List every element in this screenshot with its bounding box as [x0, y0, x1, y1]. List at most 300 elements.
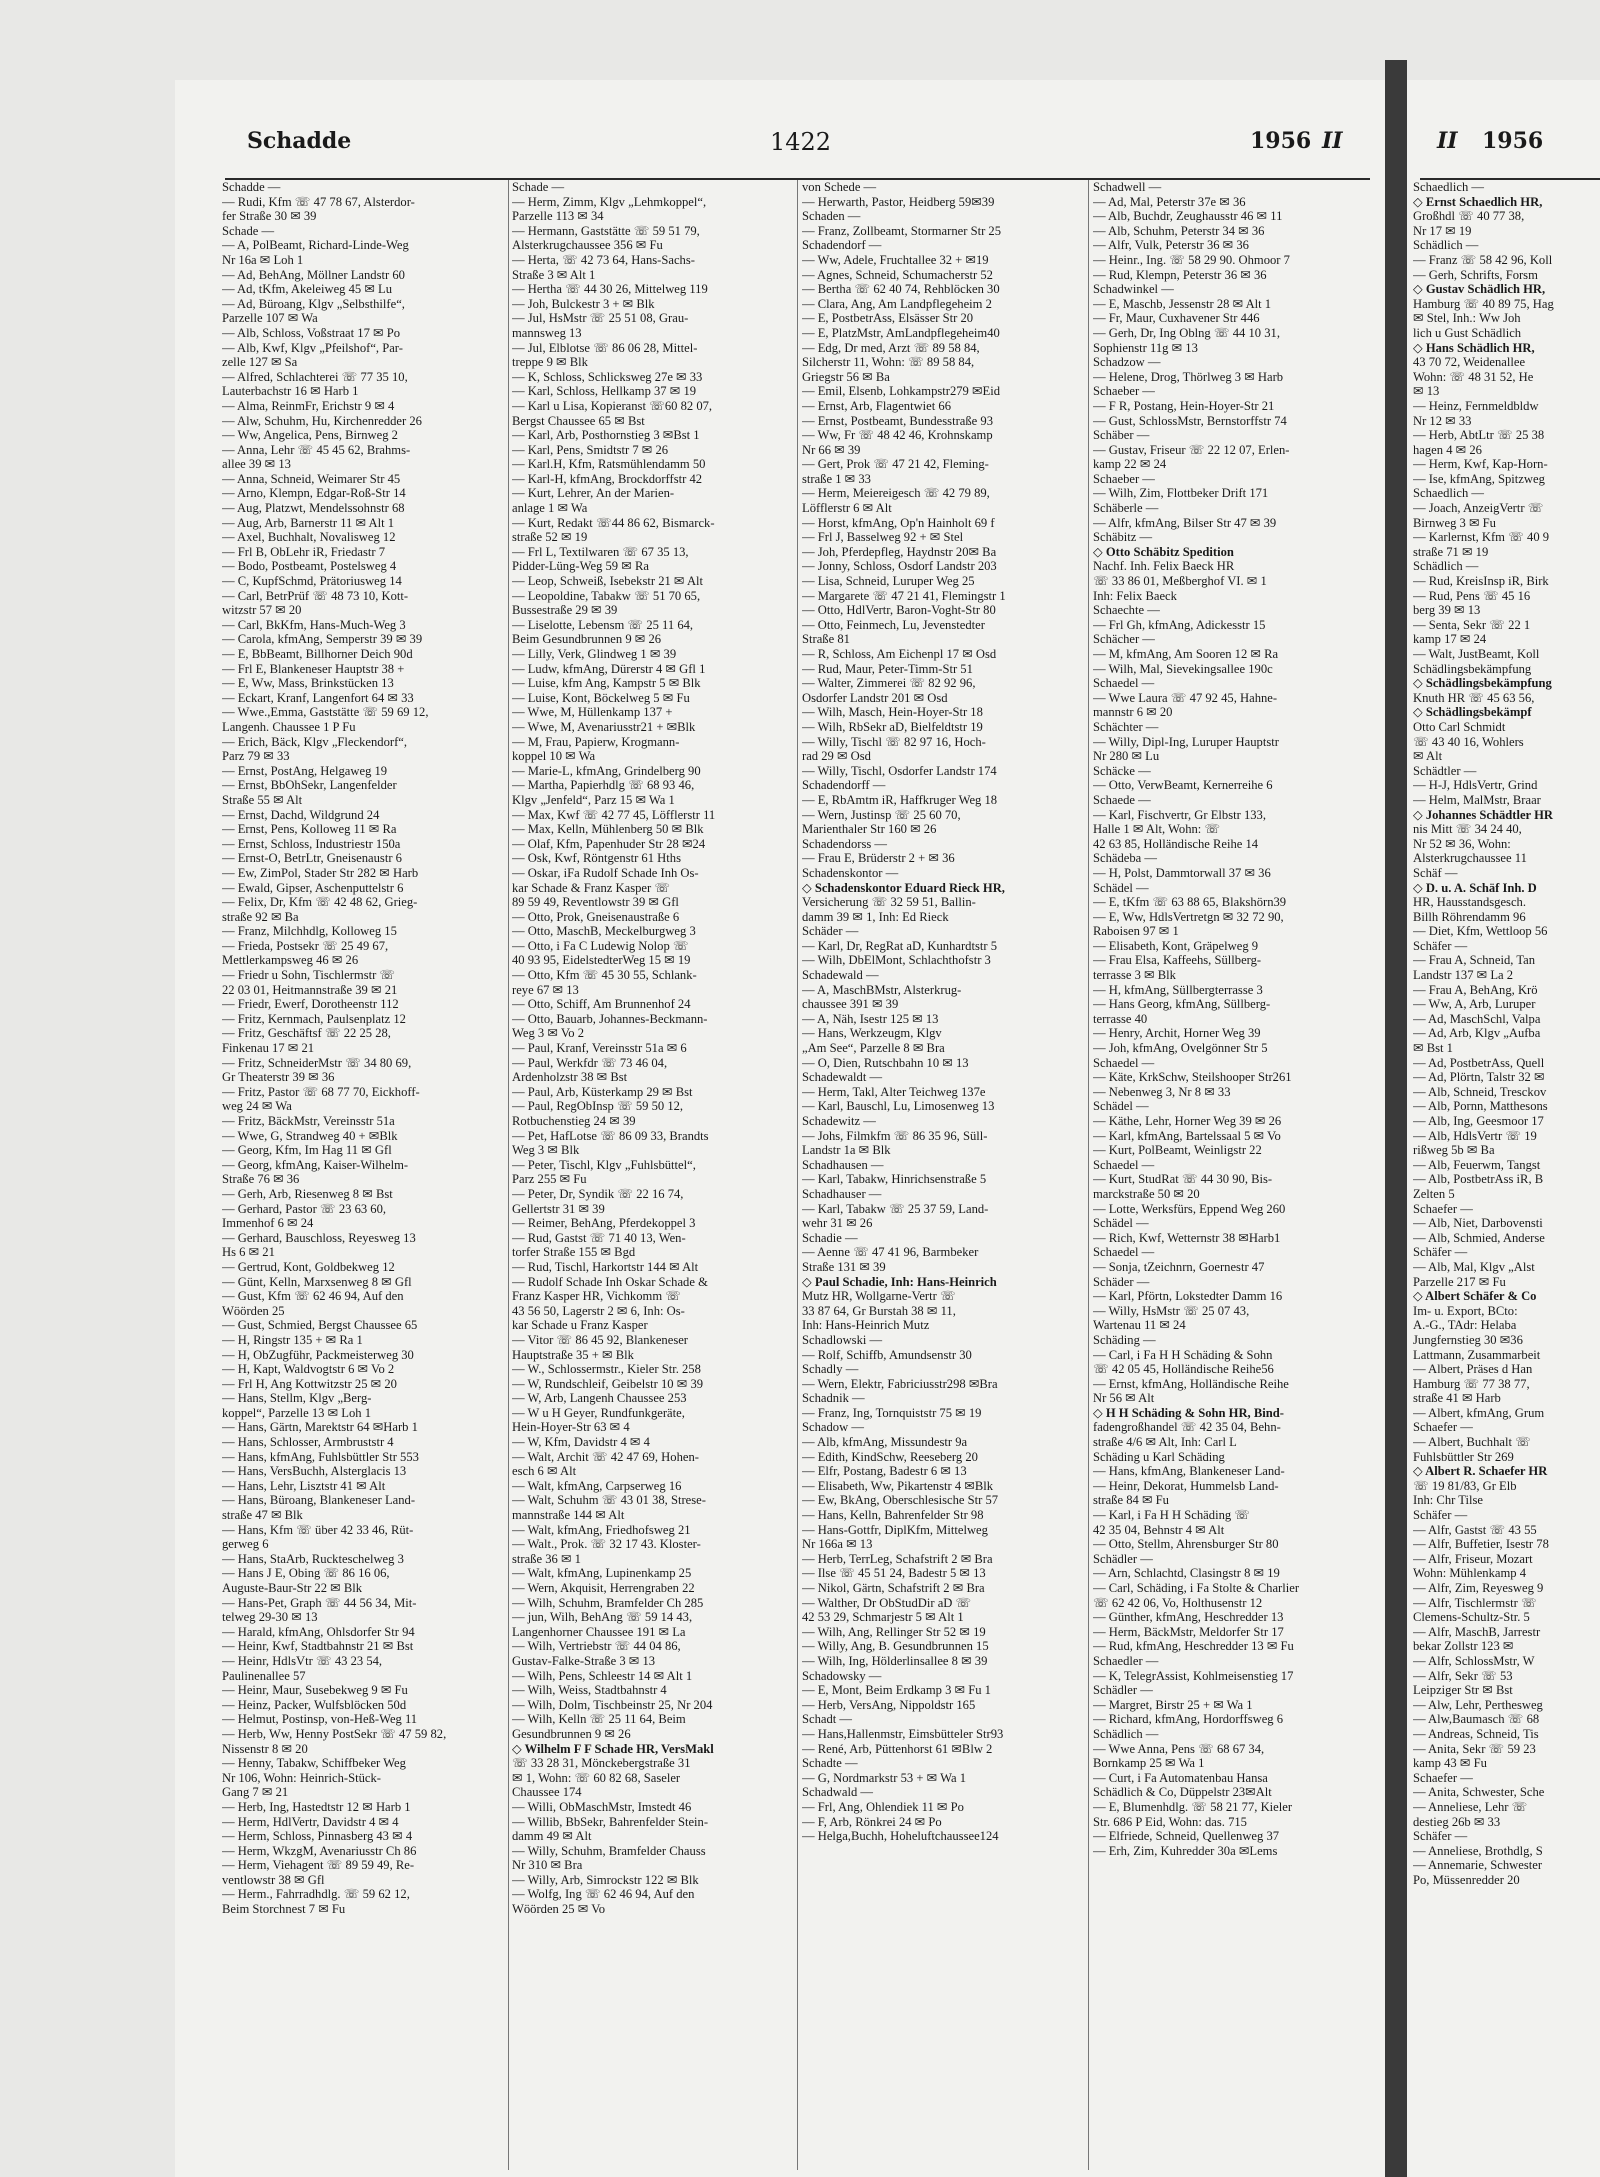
directory-entry-line: Chaussee 174: [512, 1785, 582, 1800]
directory-entry-line: — Frau Elsa, Kaffeehs, Süllberg-: [1093, 953, 1262, 968]
directory-entry-line: — Heinr, Maur, Susebekweg 9 ✉ Fu: [222, 1683, 408, 1698]
directory-entry-line: damm 49 ✉ Alt: [512, 1829, 592, 1844]
directory-entry-line: Schäf —: [1413, 865, 1458, 880]
directory-entry-line: — Alb, Pornn, Matthesons: [1413, 1099, 1548, 1114]
directory-entry-line: Schäfer —: [1413, 1508, 1468, 1523]
directory-entry-line: treppe 9 ✉ Blk: [512, 355, 588, 370]
directory-entry-line: — Fritz, BäckMstr, Vereinsstr 51a: [222, 1114, 395, 1128]
directory-entry-line: Franz Kasper HR, Vichkomm ☏: [512, 1289, 682, 1304]
directory-entry-line: — Hans-Gottfr, DiplKfm, Mittelweg: [802, 1522, 988, 1537]
directory-entry-line: — E, BbBeamt, Billhorner Deich 90d: [222, 647, 413, 661]
directory-entry-line: Hamburg ☏ 40 89 75, Hag: [1413, 296, 1554, 311]
directory-entry-line: HR, Hausstandsgesch.: [1413, 895, 1526, 910]
directory-entry-line: — Gerh, Arb, Riesenweg 8 ✉ Bst: [222, 1186, 393, 1201]
directory-entry-line: Schadnik —: [802, 1391, 865, 1406]
directory-entry-line: Parz 255 ✉ Fu: [512, 1172, 587, 1187]
directory-entry-line: — Käte, KrkSchw, Steilshooper Str261: [1093, 1070, 1292, 1085]
directory-entry-line: — Herm, WkzgM, Avenariusstr Ch 86: [222, 1843, 417, 1858]
directory-entry-line: 22 03 01, Heitmannstraße 39 ✉ 21: [222, 982, 398, 997]
directory-entry-line: mannsweg 13: [512, 325, 582, 340]
directory-entry-line: Straße 3 ✉ Alt 1: [512, 267, 596, 282]
directory-entry-line: — Anita, Sekr ☏ 59 23: [1413, 1741, 1536, 1756]
directory-entry-line: — Hans, Schlosser, Armbruststr 4: [222, 1435, 394, 1450]
directory-entry-line: — Wwe.,Emma, Gaststätte ☏ 59 69 12,: [222, 705, 429, 720]
directory-entry-line: Schadendorf —: [802, 238, 882, 253]
directory-entry-line: — Margret, Birstr 25 + ✉ Wa 1: [1093, 1697, 1253, 1712]
directory-entry-line: — Herm, Takl, Alter Teichweg 137e: [802, 1084, 986, 1099]
directory-entry-line: Alsterkrugchaussee 356 ✉ Fu: [512, 238, 663, 253]
directory-entry-line: — Kurt, Lehrer, An der Marien-: [512, 486, 675, 501]
directory-entry-line: — Alw,Baumasch ☏ 68: [1413, 1712, 1540, 1727]
directory-entry-line: — H, Polst, Dammtorwall 37 ✉ 36: [1093, 865, 1271, 880]
directory-entry-line: — Heinz, Fernmeldbldw: [1413, 398, 1539, 413]
directory-entry-line: — Kurt, PolBeamt, Weinligstr 22: [1093, 1143, 1262, 1158]
directory-entry-line: — E, Maschb, Jessenstr 28 ✉ Alt 1: [1093, 296, 1272, 311]
directory-entry-line: — Heinz, Packer, Wulfsblöcken 50d: [222, 1697, 407, 1712]
directory-entry-line: — Herb, TerrLeg, Schafstrift 2 ✉ Bra: [802, 1551, 993, 1566]
directory-entry-line: — Otto, HdlVertr, Baron-Voght-Str 80: [802, 603, 996, 618]
directory-entry-line: Birnweg 3 ✉ Fu: [1413, 515, 1496, 530]
directory-entry-line: Fuhlsbüttler Str 269: [1413, 1449, 1514, 1464]
directory-entry-line: — Johs, Filmkfm ☏ 86 35 96, Süll-: [802, 1128, 988, 1143]
directory-entry-line: allee 39 ✉ 13: [222, 457, 291, 472]
directory-entry-line: Finkenau 17 ✉ 21: [222, 1041, 315, 1056]
directory-entry-line: — Hans Georg, kfmAng, Süllberg-: [1093, 997, 1271, 1012]
directory-entry-line: — Reimer, BehAng, Pferdekoppel 3: [512, 1216, 696, 1231]
directory-entry-line: — Luise, Kont, Böckelweg 5 ✉ Fu: [512, 690, 690, 705]
directory-entry-line: — Günther, kfmAng, Heschredder 13: [1093, 1610, 1284, 1625]
directory-entry-line: Langenhorner Chaussee 191 ✉ La: [512, 1624, 686, 1639]
directory-entry-line: Schadow —: [802, 1420, 864, 1435]
directory-entry-line: — Gerhard, Pastor ☏ 23 63 60,: [222, 1201, 387, 1216]
directory-entry-line: Griegstr 56 ✉ Ba: [802, 369, 890, 384]
directory-entry-line: — M, Frau, Papierw, Krogmann-: [512, 734, 680, 749]
directory-entry-line: Schädlich —: [1413, 238, 1479, 253]
directory-entry-line: Schaefer —: [1413, 1201, 1473, 1216]
directory-entry-line: Wöörden 25: [222, 1303, 285, 1318]
directory-entry-line: — Elisabeth, Ww, Pikartenstr 4 ✉Blk: [802, 1478, 994, 1493]
directory-entry-line: — W, Arb, Langenh Chaussee 253: [512, 1391, 687, 1406]
directory-entry-line: — Franz, Zollbeamt, Stormarner Str 25: [802, 223, 1002, 238]
directory-entry-line: — Alb, Buchdr, Zeughausstr 46 ✉ 11: [1093, 209, 1283, 224]
directory-entry-line: Rotbuchenstieg 24 ✉ 39: [512, 1114, 636, 1128]
directory-entry-line: — Joh, Bulckestr 3 + ✉ Blk: [512, 296, 655, 311]
directory-entry-line: — Clara, Ang, Am Landpflegeheim 2: [802, 296, 992, 311]
directory-entry-line: Inh: Chr Tilse: [1413, 1493, 1483, 1508]
directory-entry-line: — Ernst, Dachd, Wildgrund 24: [222, 807, 380, 822]
directory-entry-line: — Leopoldine, Tabakw ☏ 51 70 65,: [512, 588, 701, 603]
directory-entry-line: Schadt —: [802, 1712, 853, 1727]
directory-entry-line: 42 63 85, Holländische Reihe 14: [1093, 836, 1259, 851]
directory-entry-line: Bornkamp 25 ✉ Wa 1: [1093, 1756, 1205, 1771]
directory-entry-line: — H, ObZugführ, Packmeisterweg 30: [222, 1347, 414, 1362]
directory-entry-line: ventlowstr 38 ✉ Gfl: [222, 1872, 325, 1887]
directory-entry-line: — K, Schloss, Schlicksweg 27e ✉ 33: [512, 369, 703, 384]
directory-entry-line: — Herm, Schloss, Pinnasberg 43 ✉ 4: [222, 1829, 413, 1844]
directory-entry-line: — W, Kfm, Davidstr 4 ✉ 4: [512, 1435, 650, 1450]
directory-entry-line: — Rud, KreisInsp iR, Birk: [1413, 574, 1549, 589]
directory-entry-line: Knuth HR ☏ 45 63 56,: [1413, 690, 1535, 705]
book-gutter: [1385, 60, 1407, 2177]
directory-entry-line: — Hans, Stellm, Klgv „Berg-: [222, 1391, 372, 1406]
directory-entry-line: — Martha, Papierhdlg ☏ 68 93 46,: [512, 778, 695, 793]
directory-entry-line: Nr 106, Wohn: Heinrich-Stück-: [222, 1770, 381, 1785]
directory-entry-line: — Margarete ☏ 47 21 41, Flemingstr 1: [802, 588, 1006, 603]
directory-entry-line: — Carola, kfmAng, Semperstr 39 ✉ 39: [222, 632, 423, 647]
directory-entry-line: Straße 55 ✉ Alt: [222, 792, 303, 807]
directory-entry-line: ☏ 33 86 01, Meßberghof VI. ✉ 1: [1093, 574, 1267, 589]
directory-entry-line: Wohn: Mühlenkamp 4: [1413, 1566, 1527, 1581]
directory-entry-line: — Gust, Schmied, Bergst Chaussee 65: [222, 1318, 418, 1333]
directory-entry-line: — Hans, VersBuchh, Alsterglacis 13: [222, 1464, 407, 1479]
directory-entry-line: Schadwinkel —: [1093, 282, 1174, 297]
directory-entry-line: — Erich, Bäck, Klgv „Fleckendorf“,: [222, 734, 407, 749]
directory-entry-line: ◇ Ernst Schaedlich HR,: [1413, 194, 1543, 209]
directory-entry-line: — Henry, Archit, Horner Weg 39: [1093, 1026, 1261, 1041]
directory-entry-line: — René, Arb, Püttenhorst 61 ✉Blw 2: [802, 1741, 993, 1756]
directory-entry-line: — Vitor ☏ 86 45 92, Blankeneser: [512, 1332, 689, 1347]
directory-entry-line: — Wwe, M, Hüllenkamp 137 +: [512, 705, 673, 720]
directory-entry-line: — A, Näh, Isestr 125 ✉ 13: [802, 1011, 939, 1026]
directory-entry-line: ◇ Schadenskontor Eduard Rieck HR,: [802, 880, 1005, 895]
directory-entry-line: — Ewald, Gipser, Aschenputtelstr 6: [222, 880, 404, 895]
directory-entry-line: Beim Gesundbrunnen 9 ✉ 26: [512, 632, 662, 647]
directory-entry-line: — Karl, Pens, Smidtstr 7 ✉ 26: [512, 442, 669, 457]
directory-entry-line: Mutz HR, Wollgarne-Vertr ☏: [802, 1289, 956, 1304]
directory-entry-line: Schäder —: [802, 924, 859, 939]
directory-entry-line: 40 93 95, EidelstedterWeg 15 ✉ 19: [512, 953, 691, 968]
directory-entry-line: Schadde —: [222, 180, 281, 194]
running-head-surname: Schadde: [247, 128, 352, 154]
directory-entry-line: — Hans, Gärtn, Marektstr 64 ✉Harb 1: [222, 1420, 418, 1435]
directory-entry-line: bekar Zollstr 123 ✉: [1413, 1639, 1514, 1654]
directory-entry-line: — Liselotte, Lebensm ☏ 25 11 64,: [512, 617, 694, 632]
directory-entry-line: Klgv „Jenfeld“, Parz 15 ✉ Wa 1: [512, 792, 675, 807]
directory-entry-line: torfer Straße 155 ✉ Bgd: [512, 1245, 636, 1260]
directory-entry-line: — Frl, Ang, Ohlendiek 11 ✉ Po: [802, 1799, 964, 1814]
directory-entry-line: wehr 31 ✉ 26: [802, 1216, 873, 1231]
directory-entry-line: nis Mitt ☏ 34 24 40,: [1413, 822, 1522, 837]
directory-entry-line: — Wern, Elektr, Fabriciusstr298 ✉Bra: [802, 1376, 998, 1391]
directory-entry-line: — Alfr, Sekr ☏ 53: [1413, 1668, 1513, 1683]
directory-entry-line: — Walt, kfmAng, Carpserweg 16: [512, 1478, 682, 1493]
directory-entry-line: Raboisen 97 ✉ 1: [1093, 924, 1179, 939]
directory-entry-line: — Karl, Arb, Posthornstieg 3 ✉Bst 1: [512, 428, 700, 443]
directory-entry-line: — Joh, kfmAng, Ovelgönner Str 5: [1093, 1041, 1268, 1056]
directory-entry-line: — Max, Kwf ☏ 42 77 45, Löfflerstr 11: [512, 807, 716, 822]
directory-entry-line: — Wilh, Pens, Schleestr 14 ✉ Alt 1: [512, 1668, 693, 1683]
directory-entry-line: Schadzow —: [1093, 355, 1161, 370]
directory-entry-line: Straße 81: [802, 632, 850, 647]
directory-entry-line: — Ww, Angelica, Pens, Birnweg 2: [222, 428, 398, 443]
directory-entry-line: — Carl, i Fa H H Schäding & Sohn: [1093, 1347, 1273, 1362]
directory-entry-line: Gesundbrunnen 9 ✉ 26: [512, 1726, 631, 1741]
directory-entry-line: — Gert, Prok ☏ 47 21 42, Fleming-: [802, 457, 989, 472]
directory-entry-line: Wöörden 25 ✉ Vo: [512, 1902, 605, 1917]
directory-entry-line: Schächter —: [1093, 719, 1159, 734]
directory-entry-line: — Ernst, Schloss, Industriestr 150a: [222, 836, 401, 851]
directory-entry-line: Schädeba —: [1093, 851, 1157, 866]
directory-entry-line: Schaede —: [1093, 792, 1151, 807]
running-head-volume-left: II: [1322, 128, 1343, 154]
directory-entry-line: — Peter, Tischl, Klgv „Fuhlsbüttel“,: [512, 1157, 696, 1172]
directory-entry-line: — Ernst, kfmAng, Holländische Reihe: [1093, 1376, 1289, 1391]
directory-entry-line: Nr 56 ✉ Alt: [1093, 1391, 1155, 1406]
directory-entry-line: Paulinenallee 57: [222, 1668, 306, 1683]
directory-entry-line: — Willy, HsMstr ☏ 25 07 43,: [1093, 1303, 1250, 1318]
directory-entry-line: Weg 3 ✉ Blk: [512, 1143, 580, 1158]
directory-entry-line: — Albert, Buchhalt ☏: [1413, 1435, 1531, 1450]
directory-entry-line: — Karl u Lisa, Kopieranst ☏60 82 07,: [512, 398, 713, 413]
directory-entry-line: Schadendorff —: [802, 778, 886, 793]
directory-entry-line: koppel“, Parzelle 13 ✉ Loh 1: [222, 1405, 372, 1420]
directory-entry-line: ✉ 13: [1413, 384, 1440, 399]
directory-entry-line: Schädel —: [1093, 1099, 1149, 1114]
directory-entry-line: — K, TelegrAssist, Kohlmeisenstieg 17: [1093, 1668, 1294, 1683]
directory-entry-line: — Frl Gh, kfmAng, Adickesstr 15: [1093, 617, 1266, 632]
directory-entry-line: — Ernst, Arb, Flagentwiet 66: [802, 398, 952, 413]
directory-entry-line: — Frl L, Textilwaren ☏ 67 35 13,: [512, 544, 689, 559]
directory-entry-line: Po, Müssenredder 20: [1413, 1872, 1520, 1887]
directory-entry-line: — Hans, Kfm ☏ über 42 33 46, Rüt-: [222, 1522, 414, 1537]
directory-entry-line: — Ew, ZimPol, Stader Str 282 ✉ Harb: [222, 865, 419, 880]
directory-entry-line: — Ernst, PostAng, Helgaweg 19: [222, 763, 388, 778]
directory-entry-line: — Luise, kfm Ang, Kampstr 5 ✉ Blk: [512, 676, 701, 691]
directory-entry-line: — Ew, BkAng, Oberschlesische Str 57: [802, 1493, 999, 1508]
directory-entry-line: — Curt, i Fa Automatenbau Hansa: [1093, 1770, 1268, 1785]
directory-entry-line: ◇ Schädlingsbekämpf: [1413, 705, 1532, 720]
directory-entry-line: Nr 166a ✉ 13: [802, 1537, 873, 1552]
directory-entry-line: straße 1 ✉ 33: [802, 471, 871, 486]
directory-entry-line: — Alfr, Tischlermstr ☏: [1413, 1595, 1537, 1610]
directory-entry-line: reye 67 ✉ 13: [512, 982, 579, 997]
directory-entry-line: — Rud, Pens ☏ 45 16: [1413, 588, 1531, 603]
directory-entry-line: — G, Nordmarkstr 53 + ✉ Wa 1: [802, 1770, 967, 1785]
directory-entry-line: — Karl, Bauschl, Lu, Limosenweg 13: [802, 1099, 995, 1114]
directory-entry-line: — Rudolf Schade Inh Oskar Schade &: [512, 1274, 708, 1289]
directory-entry-line: — Diet, Kfm, Wettloop 56: [1413, 924, 1548, 939]
directory-entry-line: Nr 12 ✉ 33: [1413, 413, 1472, 428]
directory-entry-line: Schäfer —: [1413, 1829, 1468, 1844]
directory-entry-line: — Ww, Adele, Fruchtallee 32 + ✉19: [802, 252, 989, 267]
directory-entry-line: Schädel —: [1093, 1216, 1149, 1231]
directory-entry-line: — Marie-L, kfmAng, Grindelberg 90: [512, 763, 701, 778]
directory-entry-line: straße 41 ✉ Harb: [1413, 1391, 1501, 1406]
directory-entry-line: kamp 22 ✉ 24: [1093, 457, 1167, 472]
directory-entry-line: — Walt, kfmAng, Lupinenkamp 25: [512, 1566, 692, 1581]
directory-entry-line: — Max, Kelln, Mühlenberg 50 ✉ Blk: [512, 822, 704, 837]
directory-entry-line: — Frieda, Postsekr ☏ 25 49 67,: [222, 938, 389, 953]
directory-entry-line: — Rud, kfmAng, Heschredder 13 ✉ Fu: [1093, 1639, 1294, 1654]
directory-entry-line: mannstraße 144 ✉ Alt: [512, 1508, 625, 1523]
directory-entry-line: — Friedr, Ewerf, Dorotheenstr 112: [222, 997, 399, 1012]
directory-entry-line: Versicherung ☏ 32 59 51, Ballin-: [802, 895, 976, 910]
directory-entry-line: — Arn, Schlachtd, Clasingstr 8 ✉ 19: [1093, 1566, 1280, 1581]
directory-entry-line: ☏ 33 28 31, Mönckebergstraße 31: [512, 1756, 691, 1771]
column-divider: [508, 180, 509, 2170]
directory-entry-line: — Frau A, BehAng, Krö: [1413, 982, 1538, 997]
directory-entry-line: — Alfr, SchlossMstr, W: [1413, 1653, 1535, 1668]
directory-entry-line: Clemens-Schultz-Str. 5: [1413, 1610, 1530, 1625]
directory-entry-line: — Eckart, Kranf, Langenfort 64 ✉ 33: [222, 690, 414, 705]
directory-entry-line: — Paul, Kranf, Vereinsstr 51a ✉ 6: [512, 1041, 687, 1056]
directory-entry-line: ☏ 62 42 06, Vo, Holthusenstr 12: [1093, 1595, 1263, 1610]
directory-entry-line: Silcherstr 11, Wohn: ☏ 89 58 84,: [802, 355, 975, 370]
running-head-volume-right: II: [1437, 128, 1458, 154]
directory-entry-line: 33 87 64, Gr Burstah 38 ✉ 11,: [802, 1303, 956, 1318]
directory-entry-line: — Walter, Zimmerei ☏ 82 92 96,: [802, 676, 976, 691]
directory-entry-line: — Carl, Schäding, i Fa Stolte & Charlier: [1093, 1581, 1300, 1595]
directory-entry-line: — Willy, Arb, Simrockstr 122 ✉ Blk: [512, 1872, 699, 1887]
directory-entry-line: — Karl.H, Kfm, Ratsmühlendamm 50: [512, 457, 706, 472]
directory-entry-line: — Erh, Zim, Kuhredder 30a ✉Lems: [1093, 1843, 1278, 1858]
directory-entry-line: — Alfr, Zim, Reyesweg 9: [1413, 1581, 1544, 1595]
directory-entry-line: Osdorfer Landstr 201 ✉ Osd: [802, 690, 948, 705]
directory-entry-line: — Alb, kfmAng, Missundestr 9a: [802, 1435, 968, 1450]
directory-entry-line: — Heinr., Ing. ☏ 58 29 90. Ohmoor 7: [1093, 252, 1290, 267]
directory-entry-line: — Oskar, iFa Rudolf Schade Inh Os-: [512, 865, 699, 880]
directory-entry-line: Inh: Hans-Heinrich Mutz: [802, 1318, 930, 1333]
directory-entry-line: — Gerh, Schrifts, Forsm: [1413, 267, 1538, 282]
directory-entry-line: — H, Kapt, Waldvogtstr 6 ✉ Vo 2: [222, 1362, 395, 1377]
directory-entry-line: Hein-Hoyer-Str 63 ✉ 4: [512, 1420, 630, 1435]
directory-entry-line: — Hans, Büroang, Blankeneser Land-: [222, 1493, 416, 1508]
directory-entry-line: — Wilh, Mal, Sievekingsallee 190c: [1093, 661, 1273, 676]
directory-entry-line: — Wilh, DbElMont, Schlachthofstr 3: [802, 953, 991, 968]
directory-entry-line: — Bertha ☏ 62 40 74, Rehblöcken 30: [802, 282, 1000, 297]
directory-entry-line: Schädlich & Co, Düppelstr 23✉Alt: [1093, 1785, 1272, 1800]
directory-entry-line: — Alb, Ing, Geesmoor 17: [1413, 1114, 1544, 1128]
directory-entry-line: — R, Schloss, Am Eichenpl 17 ✉ Osd: [802, 647, 997, 661]
directory-entry-line: straße 84 ✉ Fu: [1093, 1493, 1169, 1508]
directory-entry-line: Parzelle 107 ✉ Wa: [222, 311, 318, 326]
directory-entry-line: „Am See“, Parzelle 8 ✉ Bra: [802, 1041, 945, 1056]
directory-entry-line: ✉ 1, Wohn: ☏ 60 82 68, Saseler: [512, 1770, 681, 1785]
directory-entry-line: — Heinr, Kwf, Stadtbahnstr 21 ✉ Bst: [222, 1639, 414, 1654]
directory-entry-line: Nachf. Inh. Felix Baeck HR: [1093, 559, 1235, 574]
directory-entry-line: — Fritz, Geschäftsf ☏ 22 25 28,: [222, 1026, 391, 1041]
directory-entry-line: — Wwe Laura ☏ 47 92 45, Hahne-: [1093, 690, 1278, 705]
directory-entry-line: — Walther, Dr ObStudDir aD ☏: [802, 1595, 972, 1610]
directory-entry-line: — Alw, Lehr, Perthesweg: [1413, 1697, 1543, 1712]
directory-column-3: [802, 180, 1086, 2175]
directory-entry-line: — Fritz, Pastor ☏ 68 77 70, Eickhoff-: [222, 1084, 420, 1099]
directory-entry-line: — Frl J, Basselweg 92 + ✉ Stel: [802, 530, 964, 545]
directory-entry-line: Schaeber —: [1093, 384, 1155, 399]
directory-entry-line: — Anneliese, Brothdlg, S: [1413, 1843, 1543, 1858]
directory-entry-line: — E, PostbetrAss, Elsässer Str 20: [802, 311, 974, 326]
directory-entry-line: Löfflerstr 6 ✉ Alt: [802, 501, 892, 516]
directory-entry-line: Bergst Chaussee 65 ✉ Bst: [512, 413, 645, 428]
directory-entry-line: Hauptstraße 35 + ✉ Blk: [512, 1347, 634, 1362]
directory-entry-line: — Hans,Hallenmstr, Eimsbütteler Str93: [802, 1726, 1004, 1741]
directory-entry-line: Schadte —: [802, 1756, 858, 1771]
directory-entry-line: Weg 3 ✉ Vo 2: [512, 1026, 585, 1041]
directory-entry-line: Schaedel —: [1093, 1055, 1155, 1070]
directory-entry-line: ☏ 43 40 16, Wohlers: [1413, 734, 1524, 749]
directory-entry-line: kamp 17 ✉ 24: [1413, 632, 1487, 647]
directory-entry-line: — Alb, Niet, Darbovensti: [1413, 1216, 1543, 1231]
directory-entry-line: — Anneliese, Lehr ☏: [1413, 1799, 1528, 1814]
directory-entry-line: — Franz ☏ 58 42 96, Koll: [1413, 252, 1553, 267]
directory-entry-line: Straße 131 ✉ 39: [802, 1259, 886, 1274]
directory-entry-line: — Anna, Lehr ☏ 45 45 62, Brahms-: [222, 442, 411, 457]
directory-entry-line: — Herb, Ing, Hastedtstr 12 ✉ Harb 1: [222, 1799, 411, 1814]
directory-entry-line: Schade —: [512, 180, 565, 194]
directory-entry-line: Nr 66 ✉ 39: [802, 442, 861, 457]
directory-entry-line: — Helm, MalMstr, Braar: [1413, 792, 1541, 807]
directory-entry-line: — Wilh, Kelln ☏ 25 11 64, Beim: [512, 1712, 686, 1727]
directory-entry-line: — Ise, kfmAng, Spitzweg: [1413, 471, 1545, 486]
directory-entry-line: — Rud, Tischl, Harkortstr 144 ✉ Alt: [512, 1259, 699, 1274]
directory-entry-line: — O, Dien, Rutschbahn 10 ✉ 13: [802, 1055, 969, 1070]
directory-entry-line: Schädler —: [1093, 1683, 1153, 1698]
directory-entry-line: — Alb, Schneid, Tresckov: [1413, 1084, 1547, 1099]
directory-entry-line: — Karl, Tabakw ☏ 25 37 59, Land-: [802, 1201, 989, 1216]
directory-entry-line: — Anna, Schneid, Weimarer Str 45: [222, 471, 401, 486]
directory-entry-line: Schädlich —: [1413, 559, 1479, 574]
directory-entry-line: Schäfer —: [1413, 1245, 1468, 1260]
directory-entry-line: — Elfriede, Schneid, Quellenweg 37: [1093, 1829, 1280, 1844]
directory-entry-line: Schäding u Karl Schäding: [1093, 1449, 1225, 1464]
directory-entry-line: — Richard, kfmAng, Hordorffsweg 6: [1093, 1712, 1284, 1727]
directory-entry-line: — Gerh, Dr, Ing Oblng ☏ 44 10 31,: [1093, 325, 1280, 340]
directory-entry-line: Schaedlich —: [1413, 180, 1484, 194]
directory-entry-line: — E, PlatzMstr, AmLandpflegeheim40: [802, 325, 1000, 340]
directory-entry-line: Auguste-Baur-Str 22 ✉ Blk: [222, 1581, 363, 1595]
directory-entry-line: — Wilh, Dolm, Tischbeinstr 25, Nr 204: [512, 1697, 713, 1712]
directory-entry-line: A.-G., TAdr: Helaba: [1413, 1318, 1517, 1333]
directory-entry-line: — Ad, Mal, Peterstr 37e ✉ 36: [1093, 194, 1246, 209]
directory-entry-line: — Fritz, SchneiderMstr ☏ 34 80 69,: [222, 1055, 412, 1070]
directory-entry-line: — Albert, kfmAng, Grum: [1413, 1405, 1545, 1420]
directory-entry-line: Alsterkrugchaussee 11: [1413, 851, 1527, 866]
directory-entry-line: — Rich, Kwf, Wetternstr 38 ✉Harb1: [1093, 1230, 1281, 1245]
directory-entry-line: — Karlernst, Kfm ☏ 40 9: [1413, 530, 1550, 545]
directory-entry-line: — Willy, Dipl-Ing, Luruper Hauptstr: [1093, 734, 1279, 749]
directory-entry-line: — Ad, Arb, Klgv „Aufba: [1413, 1026, 1541, 1041]
directory-entry-line: mannstr 6 ✉ 20: [1093, 705, 1173, 720]
directory-entry-line: — W, Rundschleif, Geibelstr 10 ✉ 39: [512, 1376, 704, 1391]
directory-entry-line: ◇ Johannes Schädtler HR: [1413, 807, 1553, 822]
directory-entry-line: Schaeber —: [1093, 471, 1155, 486]
directory-entry-line: — Alb, HdlsVertr ☏ 19: [1413, 1128, 1537, 1143]
directory-entry-line: kar Schade & Franz Kasper ☏: [512, 880, 671, 895]
directory-entry-line: Schädlingsbekämpfung: [1413, 661, 1532, 676]
directory-entry-line: kar Schade u Franz Kasper: [512, 1318, 648, 1333]
directory-entry-line: — Alfr, Buffetier, Isestr 78: [1413, 1537, 1549, 1552]
directory-entry-line: — Paul, Werkfdr ☏ 73 46 04,: [512, 1055, 668, 1070]
column-divider: [797, 180, 798, 2170]
directory-entry-line: straße 4/6 ✉ Alt, Inh: Carl L: [1093, 1435, 1237, 1450]
directory-entry-line: Schadendorss —: [802, 836, 887, 851]
directory-entry-line: — W., Schlossermstr., Kieler Str. 258: [512, 1362, 701, 1377]
directory-entry-line: — Wilh, Schuhm, Bramfelder Ch 285: [512, 1595, 704, 1610]
directory-entry-line: — Bodo, Postbeamt, Postelsweg 4: [222, 559, 397, 574]
directory-entry-line: Schaedel —: [1093, 1157, 1155, 1172]
directory-entry-line: Schäding —: [1093, 1332, 1156, 1347]
directory-entry-line: Schaden —: [802, 209, 861, 224]
directory-entry-line: berg 39 ✉ 13: [1413, 603, 1481, 618]
directory-entry-line: Beim Storchnest 7 ✉ Fu: [222, 1902, 346, 1917]
directory-entry-line: Landstr 1a ✉ Blk: [802, 1143, 891, 1158]
directory-entry-line: — Andreas, Schneid, Tis: [1413, 1726, 1539, 1741]
directory-entry-line: Schade —: [222, 223, 275, 238]
directory-entry-line: ◇ Paul Schadie, Inh: Hans-Heinrich: [802, 1274, 997, 1289]
directory-entry-line: — Helga,Buchh, Hoheluftchaussee124: [802, 1829, 999, 1844]
directory-entry-line: ◇ Gustav Schädlich HR,: [1413, 282, 1546, 297]
directory-entry-line: — Felix, Dr, Kfm ☏ 42 48 62, Grieg-: [222, 895, 418, 910]
